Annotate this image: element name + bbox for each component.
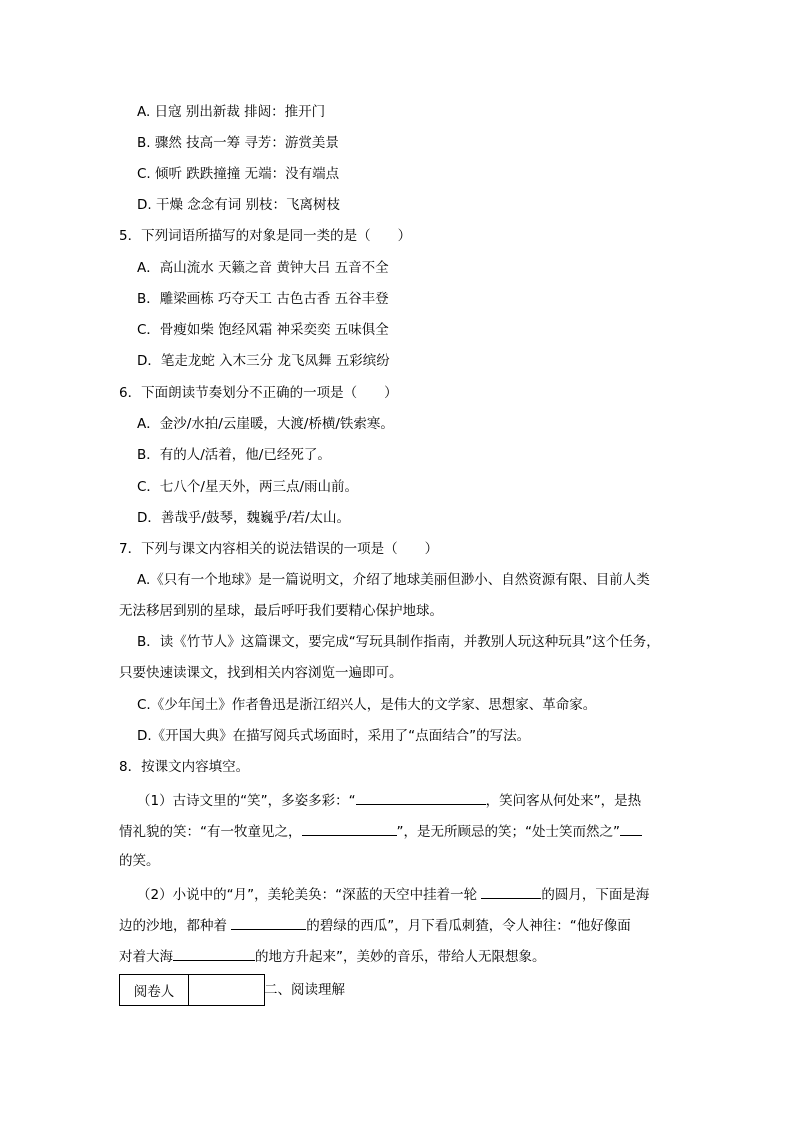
q5-option-c: C．骨瘦如柴 饱经风霜 神采奕奕 五味俱全 xyxy=(137,322,389,338)
q8-part2-line2 xyxy=(119,914,631,934)
q5-stem: 5．下列词语所描写的对象是同一类的是（ ） xyxy=(119,228,412,244)
fill-blank-2[interactable] xyxy=(302,820,397,836)
q7-option-a-line2: 无法移居到别的星球，最后呼吁我们要精心保护地球。 xyxy=(119,603,443,619)
q6-option-a: A．金沙/水拍/云崖暖，大渡/桥横/铁索寒。 xyxy=(137,416,394,432)
fill-blank-4[interactable] xyxy=(481,883,541,899)
fill-blank-6[interactable] xyxy=(173,945,255,961)
q6-stem: 6．下面朗读节奏划分不正确的一项是（ ） xyxy=(119,385,398,401)
q8-part1-line1-text-a: （1）古诗文里的“笑”，多姿多彩：“ xyxy=(137,793,356,809)
q4-option-d: D. 干燥 念念有词 别枝：飞离树枝 xyxy=(137,197,341,213)
q7-option-b-line1: B．读《竹节人》这篇课文，要完成“写玩具制作指南，并教别人玩这种玩具”这个任务， xyxy=(137,634,660,650)
q7-option-b-line2: 只要快速读课文，找到相关内容浏览一遍即可。 xyxy=(119,665,403,681)
q8-part1-line2 xyxy=(119,820,642,840)
q7-option-a-line1: A.《只有一个地球》是一篇说明文，介绍了地球美丽但渺小、自然资源有限、目前人类 xyxy=(137,572,650,588)
q6-option-b: B．有的人/活着，他/已经死了。 xyxy=(137,447,331,463)
q5-option-b: B．雕梁画栋 巧夺天工 古色古香 五谷丰登 xyxy=(137,291,389,307)
q8-stem: 8．按课文内容填空。 xyxy=(119,759,250,775)
q8-part1-line1 xyxy=(137,789,641,809)
q8-part2-line1 xyxy=(137,883,649,903)
grader-table xyxy=(119,974,265,1006)
fill-blank-3[interactable] xyxy=(620,820,642,836)
q8-part2-line3-text-a: 对着大海 xyxy=(119,949,173,965)
q8-part2-line2-text-a: 边的沙地，都种着 xyxy=(119,918,232,934)
q4-option-b: B. 骤然 技高一筹 寻芳：游赏美景 xyxy=(137,135,339,151)
q8-part2-line3-text-b: 的地方升起来”，美妙的音乐，带给人无限想象。 xyxy=(255,949,546,965)
grader-label: 阅卷人 xyxy=(120,975,189,1006)
q8-part2-line1-text-b: 的圆月，下面是海 xyxy=(541,887,650,903)
q8-part2-line1-text-a: （2）小说中的“月”，美轮美奂：“深蓝的天空中挂着一轮 xyxy=(137,887,482,903)
q4-option-a: A. 日寇 别出新裁 排闼：推开门 xyxy=(137,104,326,120)
fill-blank-5[interactable] xyxy=(231,914,306,930)
q8-part2-line2-text-b: 的碧绿的西瓜”，月下看瓜刺猹，令人神往：“他好像面 xyxy=(306,918,631,934)
section-title: 二、阅读理解 xyxy=(264,982,345,998)
q7-option-d: D.《开国大典》在描写阅兵式场面时，采用了“点面结合”的写法。 xyxy=(137,728,531,744)
q7-option-c: C.《少年闰土》作者鲁迅是浙江绍兴人，是伟大的文学家、思想家、革命家。 xyxy=(137,697,597,713)
q5-option-d: D．笔走龙蛇 入木三分 龙飞凤舞 五彩缤纷 xyxy=(137,353,390,369)
q8-part1-line3: 的笑。 xyxy=(119,853,160,869)
fill-blank-1[interactable] xyxy=(356,789,486,805)
q8-part2-line3 xyxy=(119,945,546,965)
q8-part1-line2-text-b: ”，是无所顾忌的笑；“处士笑而然之” xyxy=(396,824,620,840)
q7-stem: 7．下列与课文内容相关的说法错误的一项是（ ） xyxy=(119,541,439,557)
q6-option-c: C．七八个/星天外，两三点/雨山前。 xyxy=(137,479,359,495)
q4-option-c: C. 倾听 跌跌撞撞 无端：没有端点 xyxy=(137,166,340,182)
grader-signature-cell[interactable] xyxy=(189,975,265,1006)
q5-option-a: A．高山流水 天籁之音 黄钟大吕 五音不全 xyxy=(137,260,389,276)
q6-option-d: D．善哉乎/鼓琴，魏巍乎/若/太山。 xyxy=(137,510,351,526)
q8-part1-line1-text-b: ，笑问客从何处来”，是热 xyxy=(485,793,642,809)
q8-part1-line2-text-a: 情礼貌的笑：“有一牧童见之， xyxy=(119,824,302,840)
